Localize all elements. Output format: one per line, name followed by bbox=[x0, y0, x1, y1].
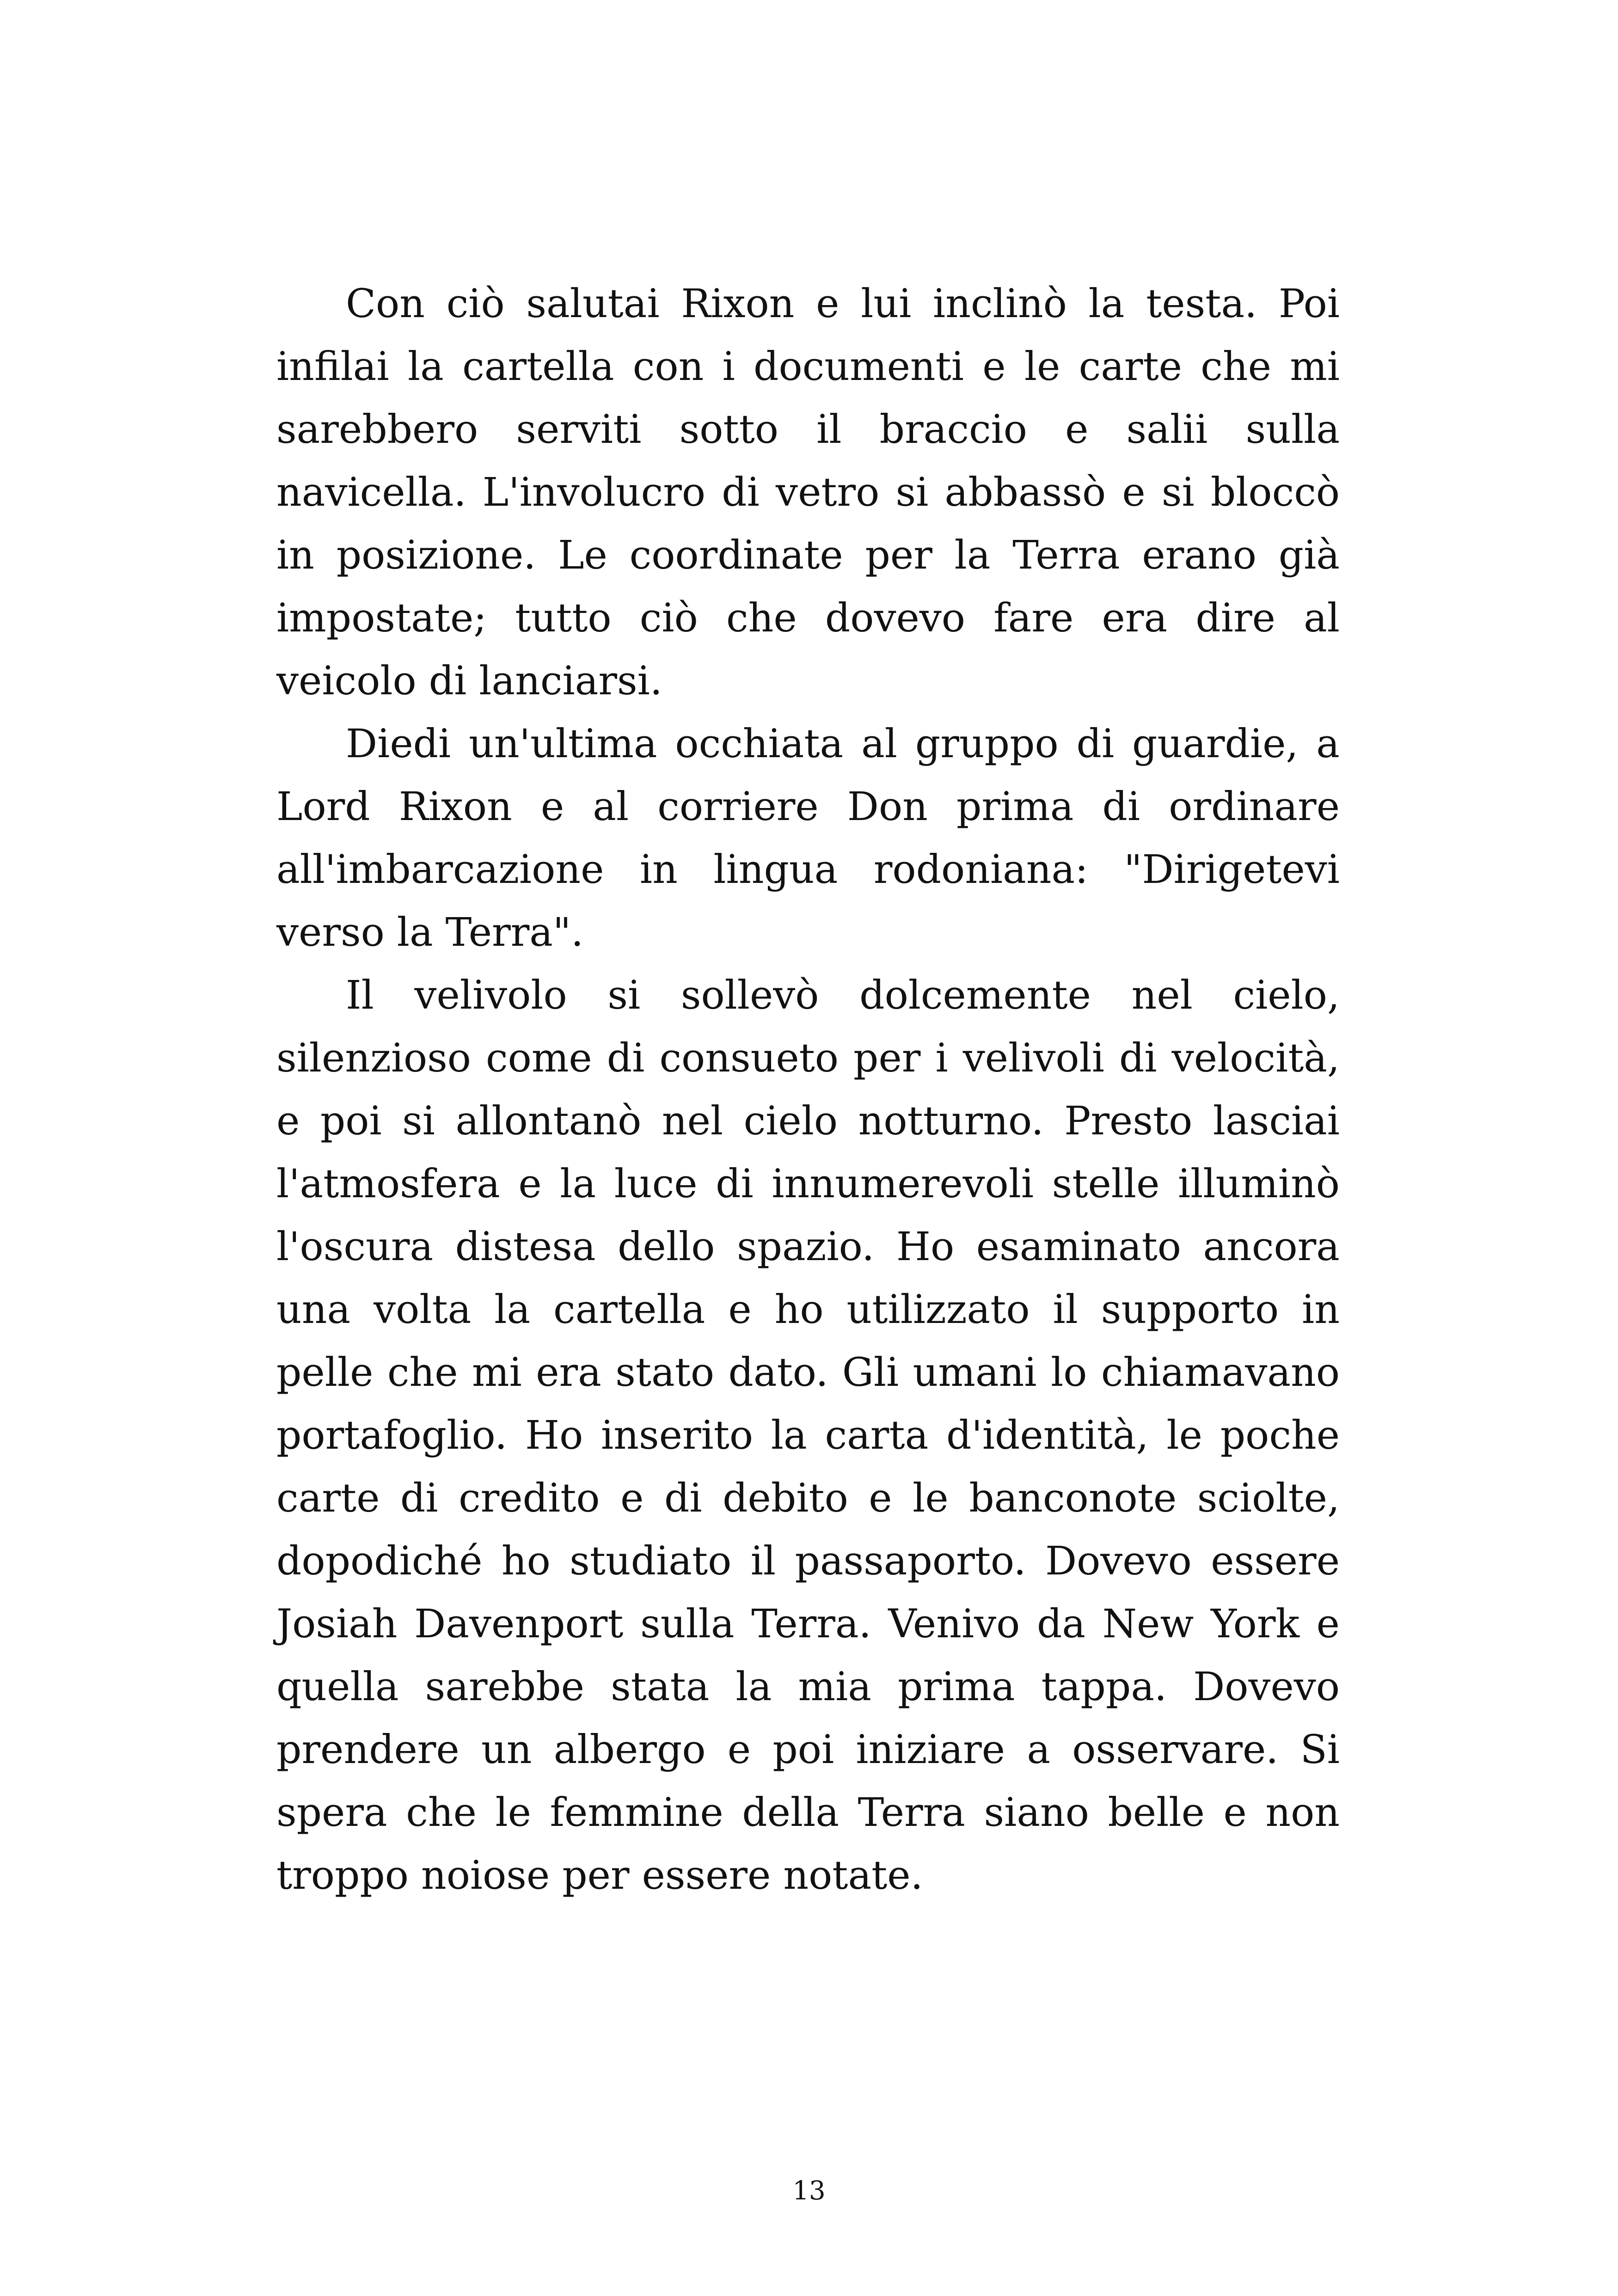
body-text bbox=[276, 273, 1340, 1907]
page-number: 13 bbox=[792, 2176, 826, 2206]
paragraph-2: Diedi un'ultima occhiata al gruppo di guardie, a Lord Rixon e al corriere Don prima di ordinare all'imbarcazione in lingua rodoniana: "Dirigetevi verso la Terra". bbox=[276, 721, 1340, 955]
paragraph-3: Il velivolo si sollevò dolcemente nel cielo, silenzioso come di consueto per i velivoli di velocità, e poi si allontanò nel cielo notturno. Presto lasciai l'atmosfera e la luce di innumerevoli stelle illuminò l'oscura distesa dello spazio. Ho esaminato ancora una volta la cartella e ho utilizzato il supporto in pelle che mi era stato dato. Gli umani lo chiamavano portafoglio. Ho inserito la carta d'identità, le poche carte di credito e di debito e le banconote sciolte, dopodiché ho studiato il passaporto. Dovevo essere Josiah Davenport sulla Terra. Venivo da New York e quella sarebbe stata la mia prima tappa. Dovevo prendere un albergo e poi iniziare a osservare. Si spera che le femmine della Terra siano belle e non troppo noiose per essere notate. bbox=[276, 973, 1340, 1898]
paragraph-1: Con ciò salutai Rixon e lui inclinò la testa. Poi infilai la cartella con i documenti e le carte che mi sarebbero serviti sotto il braccio e salii sulla navicella. L'involucro di vetro si abbassò e si bloccò in posizione. Le coordinate per la Terra erano già impostate; tutto ciò che dovevo fare era dire al veicolo di lanciarsi. bbox=[276, 281, 1340, 704]
